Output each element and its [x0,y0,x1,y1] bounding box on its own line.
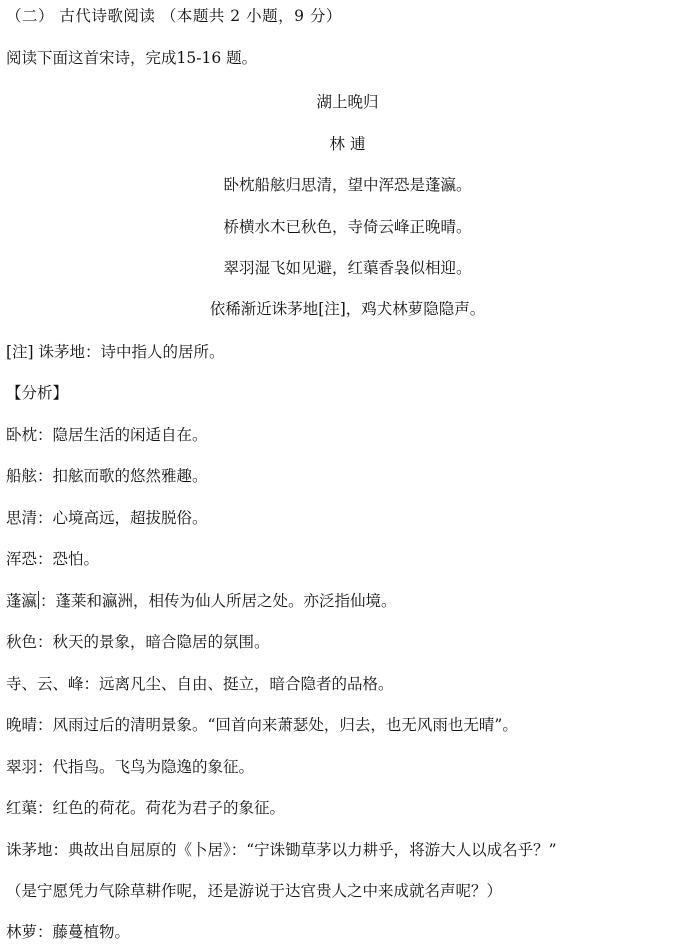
analysis-definition: ：蓬莱和瀛洲，相传为仙人所居之处。亦泛指仙境。 [40,592,397,610]
analysis-item [6,590,397,612]
analysis-item: 诛茅地：典故出自屈原的《卜居》：“宁诛锄草茅以力耕乎，将游大人以成名乎？” [6,841,557,859]
analysis-item: 秋色：秋天的景象，暗合隐居的氛围。 [6,633,270,651]
section-header: （二） 古代诗歌阅读 （本题共 2 小题，9 分） [6,7,342,25]
note-text: [注] 诛茅地：诗中指人的居所。 [6,343,225,361]
text-cursor [38,591,39,609]
analysis-item: 红蕖：红色的荷花。荷花为君子的象征。 [6,799,286,817]
analysis-item: （是宁愿凭力气除草耕作呢，还是游说于达官贵人之中来成就名声呢？） [6,882,503,900]
poem-line-3: 翠羽湿飞如见避，红蕖香袅似相迎。 [223,259,472,277]
analysis-item: 思清：心境高远，超拔脱俗。 [6,509,208,527]
poem-line-1: 卧枕船舷归思清，望中浑恐是蓬瀛。 [223,176,472,194]
analysis-heading: 【分析】 [6,384,69,402]
analysis-item: 卧枕：隐居生活的闲适自在。 [6,426,208,444]
instruction-text: 阅读下面这首宋诗，完成15-16 题。 [6,49,258,67]
analysis-term: 蓬瀛 [6,592,38,610]
analysis-item: 林萝：藤蔓植物。 [6,923,131,941]
poem-title: 湖上晚归 [316,93,379,111]
analysis-item: 寺、云、峰：远离凡尘、自由、挺立，暗合隐者的品格。 [6,675,394,693]
analysis-item: 翠羽：代指鸟。飞鸟为隐逸的象征。 [6,758,255,776]
poem-author: 林 逋 [329,135,366,153]
poem-line-4: 依稀渐近诛茅地[注]，鸡犬林萝隐隐声。 [209,300,486,318]
analysis-item: 晚晴：风雨过后的清明景象。“回首向来萧瑟处，归去，也无风雨也无晴”。 [6,716,518,734]
poem-line-2: 桥横水木已秋色，寺倚云峰正晚晴。 [223,218,472,236]
analysis-item: 浑恐：恐怕。 [6,550,100,568]
analysis-item: 船舷：扣舷而歌的悠然雅趣。 [6,467,208,485]
